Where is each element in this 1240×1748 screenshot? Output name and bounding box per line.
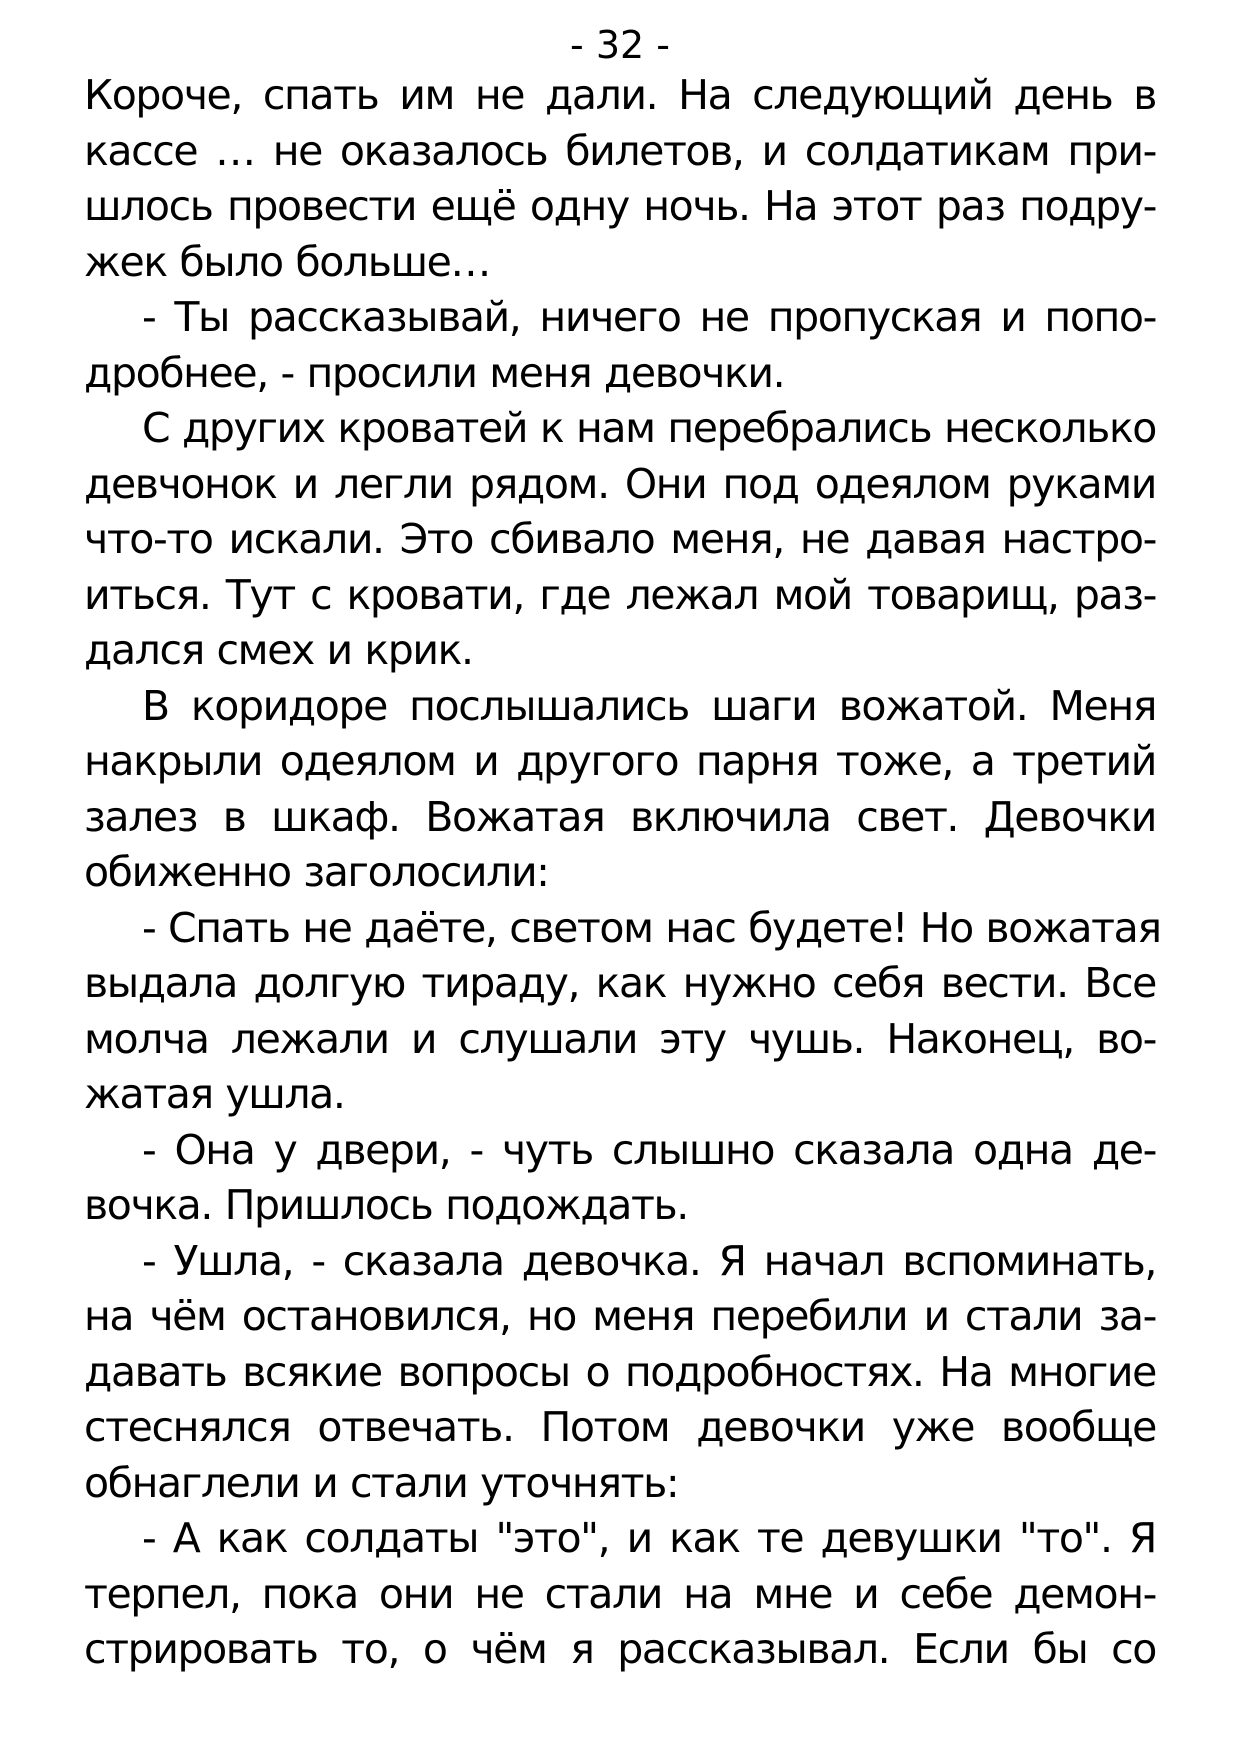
text-line: В коридоре послышались шаги вожатой. Меня [142, 681, 1156, 730]
paragraph [84, 68, 1156, 290]
page-number: - 32 - [570, 23, 670, 67]
text-line: дался смех и крик. [84, 626, 473, 674]
text-line: - Ушла, - сказала девочка. Я начал вспоминать, [142, 1236, 1156, 1285]
text-line: шлось провести ещё одну ночь. На этот раз подру- [84, 182, 1156, 230]
text-line: - А как солдаты "это", и как те девушки "то". Я [142, 1514, 1156, 1562]
text-line: давать всякие вопросы о подробностях. На многие [84, 1347, 1156, 1396]
text-line: обнаглели и стали уточнять: [84, 1458, 679, 1507]
text-line: - Спать не даёте, светом нас будете! Но вожатая [142, 903, 1161, 952]
text-line: стрировать то, о чём я рассказывал. Если бы со [84, 1625, 1156, 1673]
paragraph [84, 1511, 1156, 1678]
document-page [84, 22, 1161, 1678]
text-line: что-то искали. Это сбивало меня, не давая настро- [84, 515, 1156, 563]
text-line: - Она у двери, - чуть слышно сказала одна де- [142, 1125, 1156, 1174]
text-line: кассе … не оказалось билетов, и солдатикам при- [84, 126, 1156, 175]
paragraph [84, 401, 1156, 679]
text-body [84, 68, 1161, 1678]
text-line: выдала долгую тираду, как нужно себя вести. Все [84, 959, 1156, 1007]
text-line: обиженно заголосили: [84, 848, 549, 896]
paragraph [84, 1234, 1156, 1512]
paragraph [84, 1123, 1156, 1234]
text-line: терпел, пока они не стали на мне и себе демон- [84, 1569, 1156, 1618]
text-line: молча лежали и слушали эту чушь. Наконец, во- [84, 1014, 1156, 1063]
text-line: Короче, спать им не дали. На следующий день в [84, 71, 1156, 119]
text-line: девчонок и легли рядом. Они под одеялом руками [84, 459, 1156, 508]
text-line: стеснялся отвечать. Потом девочки уже вообще [84, 1403, 1156, 1451]
text-line: С других кроватей к нам перебрались несколько [142, 404, 1156, 452]
paragraph [84, 901, 1161, 1123]
text-line: иться. Тут с кровати, где лежал мой товарищ, раз- [84, 570, 1156, 619]
paragraph [84, 290, 1156, 401]
paragraph [84, 679, 1156, 901]
text-line: накрыли одеялом и другого парня тоже, а третий [84, 737, 1156, 785]
text-line: залез в шкаф. Вожатая включила свет. Девочки [84, 792, 1156, 841]
text-line: - Ты рассказывай, ничего не пропуская и попо- [142, 293, 1156, 341]
text-line: жек было больше… [84, 237, 491, 286]
text-line: дробнее, - просили меня девочки. [84, 348, 785, 397]
text-line: на чём остановился, но меня перебили и стали за- [84, 1292, 1156, 1340]
text-line: жатая ушла. [84, 1070, 345, 1118]
text-line: вочка. Пришлось подождать. [84, 1181, 688, 1229]
